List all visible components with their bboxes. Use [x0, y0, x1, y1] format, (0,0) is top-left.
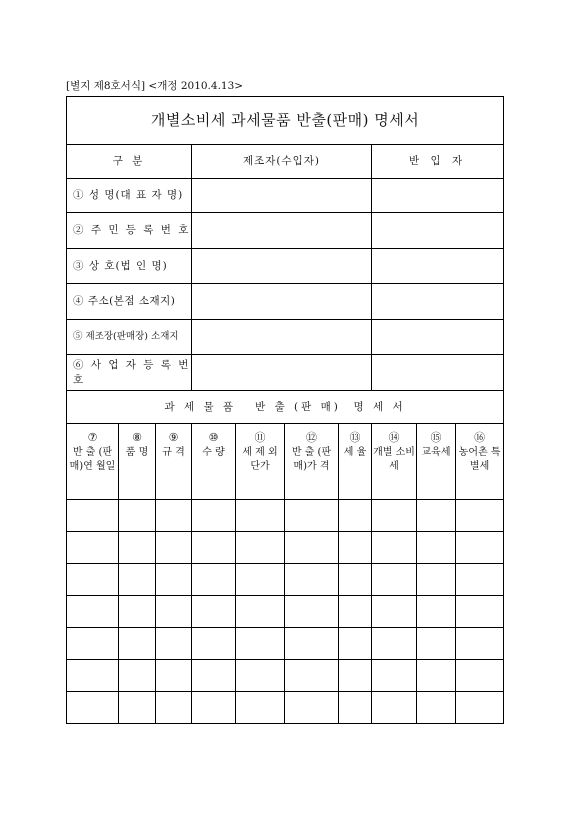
item-cell[interactable] [156, 500, 192, 532]
item-cell[interactable] [285, 500, 339, 532]
item-cell[interactable] [236, 532, 285, 564]
item-cell[interactable] [67, 500, 119, 532]
field-label-business-number: ⑥ 사 업 자 등 록 번 호 [67, 355, 192, 391]
item-cell[interactable] [372, 596, 417, 628]
item-cell[interactable] [192, 660, 236, 692]
item-cell[interactable] [236, 596, 285, 628]
item-cell[interactable] [456, 596, 504, 628]
item-cell[interactable] [339, 628, 372, 660]
item-cell[interactable] [236, 564, 285, 596]
item-cell[interactable] [192, 692, 236, 724]
item-cell[interactable] [417, 596, 456, 628]
form-title: 개별소비세 과세물품 반출(판매) 명세서 [67, 97, 504, 145]
item-cell[interactable] [339, 564, 372, 596]
column-header-shipment-price: ⑫ 반 출 (판 매)가 격 [285, 424, 339, 500]
item-cell[interactable] [119, 596, 156, 628]
item-cell[interactable] [339, 596, 372, 628]
form-number-note: [별지 제8호서식] <개정 2010.4.13> [66, 80, 244, 92]
item-cell[interactable] [236, 660, 285, 692]
column-header-unit-price: ⑪ 세 제 외 단가 [236, 424, 285, 500]
item-cell[interactable] [372, 660, 417, 692]
item-cell[interactable] [285, 532, 339, 564]
item-cell[interactable] [417, 532, 456, 564]
item-row [67, 564, 504, 596]
manufacturer-header: 제조자(수입자) [192, 145, 372, 179]
item-cell[interactable] [285, 564, 339, 596]
item-cell[interactable] [372, 500, 417, 532]
receiver-business-number-input[interactable] [372, 355, 504, 391]
receiver-header: 반 입 자 [372, 145, 504, 179]
column-header-individual-consumption-tax: ⑭ 개별 소비세 [372, 424, 417, 500]
item-cell[interactable] [456, 628, 504, 660]
item-cell[interactable] [119, 564, 156, 596]
item-cell[interactable] [285, 692, 339, 724]
receiver-factory-location-input[interactable] [372, 320, 504, 355]
item-cell[interactable] [372, 692, 417, 724]
manufacturer-company-name-input[interactable] [192, 249, 372, 284]
item-cell[interactable] [67, 660, 119, 692]
item-rows [67, 500, 504, 724]
declaration-form [66, 96, 504, 724]
field-label-address: ④ 주소(본점 소재지) [67, 284, 192, 320]
item-cell[interactable] [119, 532, 156, 564]
item-cell[interactable] [236, 628, 285, 660]
item-cell[interactable] [339, 532, 372, 564]
item-cell[interactable] [456, 564, 504, 596]
item-cell[interactable] [456, 500, 504, 532]
item-row [67, 660, 504, 692]
item-row [67, 500, 504, 532]
item-cell[interactable] [156, 532, 192, 564]
item-cell[interactable] [156, 628, 192, 660]
item-row [67, 532, 504, 564]
column-header-rural-special-tax: ⑯ 농어촌 특별세 [456, 424, 504, 500]
column-header-quantity: ⑩ 수 량 [192, 424, 236, 500]
item-cell[interactable] [192, 564, 236, 596]
item-cell[interactable] [192, 532, 236, 564]
manufacturer-address-input[interactable] [192, 284, 372, 320]
item-cell[interactable] [119, 660, 156, 692]
receiver-address-input[interactable] [372, 284, 504, 320]
field-label-company-name: ③ 상 호(법 인 명) [67, 249, 192, 284]
item-cell[interactable] [372, 564, 417, 596]
item-cell[interactable] [339, 660, 372, 692]
item-cell[interactable] [192, 500, 236, 532]
receiver-company-name-input[interactable] [372, 249, 504, 284]
item-row [67, 628, 504, 660]
item-cell[interactable] [156, 596, 192, 628]
item-cell[interactable] [119, 628, 156, 660]
item-cell[interactable] [67, 564, 119, 596]
item-cell[interactable] [285, 596, 339, 628]
item-cell[interactable] [119, 692, 156, 724]
item-cell[interactable] [156, 660, 192, 692]
item-cell[interactable] [285, 628, 339, 660]
manufacturer-factory-location-input[interactable] [192, 320, 372, 355]
item-cell[interactable] [339, 500, 372, 532]
item-cell[interactable] [339, 692, 372, 724]
column-header-shipment-date: ⑦ 반 출 (판매)연 월일 [67, 424, 119, 500]
receiver-resident-number-input[interactable] [372, 213, 504, 249]
item-cell[interactable] [417, 628, 456, 660]
column-header-specification: ⑨ 규 격 [156, 424, 192, 500]
item-cell[interactable] [456, 692, 504, 724]
item-cell[interactable] [456, 660, 504, 692]
item-cell[interactable] [372, 532, 417, 564]
item-cell[interactable] [192, 596, 236, 628]
item-cell[interactable] [67, 692, 119, 724]
item-cell[interactable] [236, 500, 285, 532]
item-row [67, 596, 504, 628]
section-title: 과 세 물 품 반 출 (판 매) 명 세 서 [67, 391, 504, 424]
field-label-factory-location: ⑤ 제조장(판매장) 소재지 [67, 320, 192, 355]
manufacturer-business-number-input[interactable] [192, 355, 372, 391]
item-row [67, 692, 504, 724]
manufacturer-name-input[interactable] [192, 179, 372, 213]
item-cell[interactable] [417, 500, 456, 532]
item-cell[interactable] [417, 564, 456, 596]
manufacturer-resident-number-input[interactable] [192, 213, 372, 249]
item-cell[interactable] [67, 596, 119, 628]
item-cell[interactable] [192, 628, 236, 660]
item-cell[interactable] [456, 532, 504, 564]
column-header-education-tax: ⑮ 교육세 [417, 424, 456, 500]
item-cell[interactable] [417, 660, 456, 692]
item-cell[interactable] [119, 500, 156, 532]
item-cell[interactable] [236, 692, 285, 724]
item-cell[interactable] [285, 660, 339, 692]
receiver-name-input[interactable] [372, 179, 504, 213]
field-label-resident-number: ② 주 민 등 록 번 호 [67, 213, 192, 249]
item-cell[interactable] [67, 628, 119, 660]
item-cell[interactable] [417, 692, 456, 724]
item-cell[interactable] [372, 628, 417, 660]
category-header: 구 분 [67, 145, 192, 179]
field-label-name: ① 성 명(대 표 자 명) [67, 179, 192, 213]
item-cell[interactable] [67, 532, 119, 564]
item-column-headers [67, 424, 504, 500]
item-cell[interactable] [156, 564, 192, 596]
column-header-tax-rate: ⑬ 세 율 [339, 424, 372, 500]
column-header-item-name: ⑧ 품 명 [119, 424, 156, 500]
item-cell[interactable] [156, 692, 192, 724]
